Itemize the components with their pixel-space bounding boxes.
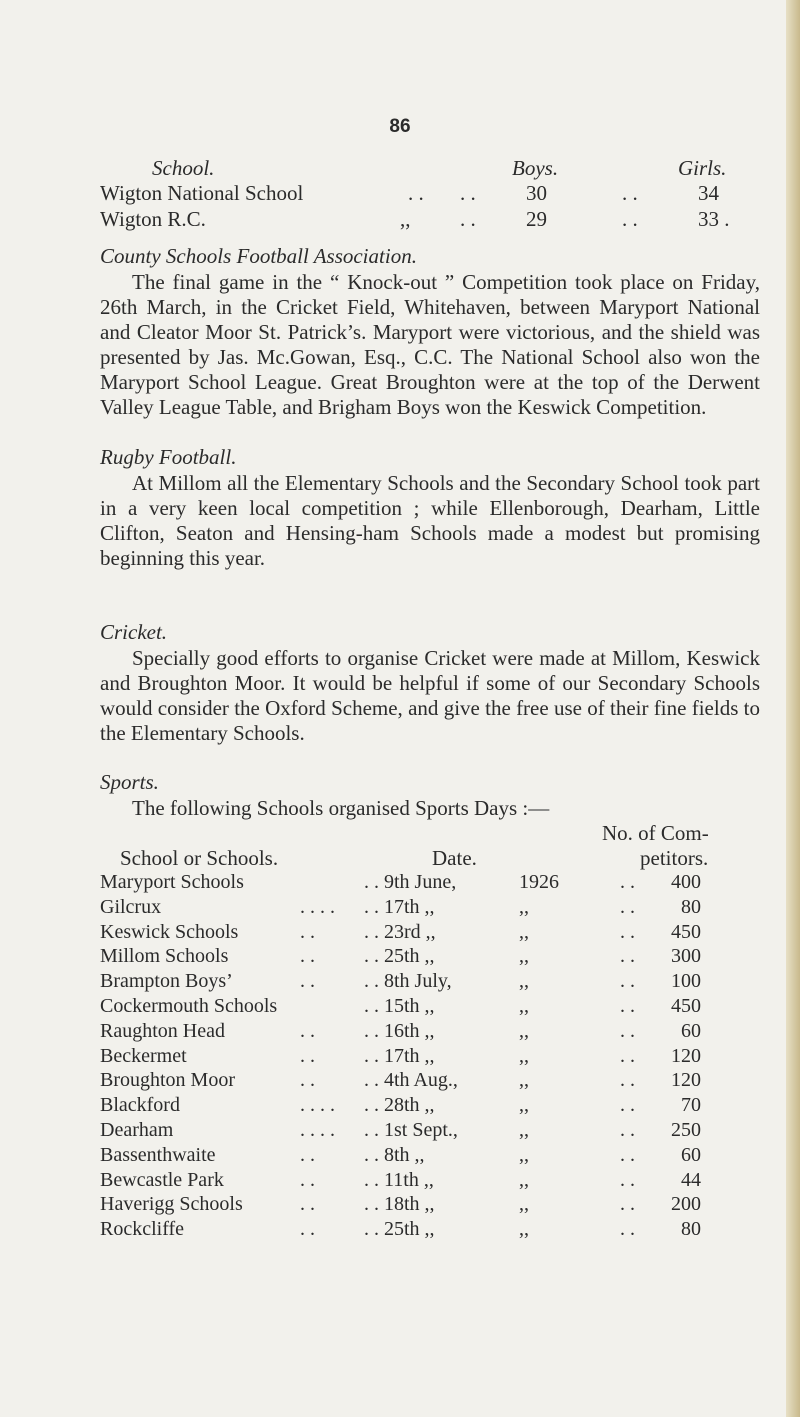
table-row <box>0 1169 800 1194</box>
table-cell-competitors: 80 <box>681 1218 701 1241</box>
table-cell-leader-dots: . . <box>300 945 315 968</box>
table-cell-year: ,, <box>519 1143 529 1166</box>
table-cell-leader-dots: . . <box>620 995 635 1017</box>
cricket-paragraph: Specially good efforts to organise Cricket were made at Millom, Keswick and Broughton Moor. It would be helpful if some of our Secondary Schools would consider the Oxford Scheme, and give the free use of their fine fields to the Elementary Schools. <box>100 646 760 745</box>
table-cell-leader-dots: . . <box>300 1218 315 1241</box>
table-cell-competitors: 200 <box>671 1193 701 1216</box>
table-cell-date: . . 16th ,, <box>364 1019 435 1042</box>
table-row <box>0 1119 800 1144</box>
table-cell-competitors: 120 <box>671 1044 701 1067</box>
table-cell-leader-dots: . . <box>620 920 635 943</box>
table-cell-leader-dots: . . <box>620 1168 635 1191</box>
table-row <box>0 1069 800 1094</box>
table-cell-school: Blackford <box>100 1094 180 1117</box>
table-row-dots: . . <box>460 207 476 231</box>
table-cell-school: Rockcliffe <box>100 1218 185 1241</box>
table-cell-school: Bewcastle Park <box>100 1168 224 1191</box>
table-cell-competitors: 120 <box>671 1069 701 1092</box>
table-cell-leader-dots: . . . . <box>300 895 335 918</box>
table-cell-school: Keswick Schools <box>100 920 239 943</box>
table-cell-leader-dots: . . <box>300 920 315 943</box>
table-cell-year: ,, <box>519 970 529 993</box>
table-cell-year: ,, <box>519 1193 529 1216</box>
table-row-school: Wigton R.C. <box>100 207 206 231</box>
table-cell-leader-dots: . . <box>620 1193 635 1216</box>
table-row-girls: 34 <box>698 181 719 205</box>
table-row-dots: . . <box>408 181 424 205</box>
table-cell-date: . . 15th ,, <box>364 995 435 1017</box>
sports-intro: The following Schools organised Sports Days :— <box>132 796 550 820</box>
table-row-boys: 30 <box>526 181 547 205</box>
table-row-dots: . . <box>622 181 638 205</box>
header-competitors-line1: No. of Com- <box>602 821 709 845</box>
table-cell-date: . . 18th ,, <box>364 1193 435 1216</box>
table-row <box>0 1218 800 1243</box>
table-cell-leader-dots: . . <box>620 945 635 968</box>
table-cell-school: Raughton Head <box>100 1019 225 1042</box>
table-row <box>0 945 800 970</box>
table-cell-leader-dots: . . <box>300 1193 315 1216</box>
table-cell-leader-dots: . . <box>300 1168 315 1191</box>
table-cell-competitors: 60 <box>681 1143 701 1166</box>
header-competitors-line2: petitors. <box>640 846 709 870</box>
table-row <box>0 1193 800 1218</box>
table-cell-date: . . 1st Sept., <box>364 1119 458 1141</box>
page-number: 86 <box>389 116 411 137</box>
table-cell-year: ,, <box>519 895 529 918</box>
table-cell-date: . . 28th ,, <box>364 1094 435 1117</box>
table-row-girls: 33 . <box>698 207 730 231</box>
table-cell-school: Dearham <box>100 1119 174 1141</box>
table-cell-year: ,, <box>519 1119 529 1141</box>
table-row <box>0 1020 800 1045</box>
table-cell-leader-dots: . . . . <box>300 1119 335 1141</box>
rugby-heading: Rugby Football. <box>100 445 237 469</box>
table-cell-year: ,, <box>519 945 529 968</box>
table-cell-school: Beckermet <box>100 1044 187 1067</box>
table-cell-competitors: 100 <box>671 970 701 993</box>
table-cell-school: Brampton Boys’ <box>100 970 233 993</box>
table-cell-date: . . 8th ,, <box>364 1143 425 1166</box>
table-cell-date: . . 9th June, <box>364 871 457 893</box>
table-cell-date: . . 17th ,, <box>364 895 435 918</box>
table-cell-competitors: 300 <box>671 945 701 968</box>
table-cell-date: . . 25th ,, <box>364 945 435 968</box>
table-cell-school: Haverigg Schools <box>100 1193 243 1216</box>
rugby-paragraph: At Millom all the Elementary Schools and the Secondary School took part in a very keen local competition ; while Ellenborough, Dearham, Little Clifton, Seaton and Hensing-ham Schools made a modest but promising beginning this year. <box>100 471 760 570</box>
table-cell-date: . . 11th ,, <box>364 1168 434 1191</box>
header-boys: Boys. <box>512 156 559 180</box>
table-cell-date: . . 23rd ,, <box>364 920 436 943</box>
table-cell-year: 1926 <box>519 871 559 893</box>
header-girls: Girls. <box>678 156 727 180</box>
table-cell-school: Cockermouth Schools <box>100 995 278 1017</box>
table-row <box>0 1144 800 1169</box>
table-cell-year: ,, <box>519 920 529 943</box>
table-cell-year: ,, <box>519 1019 529 1042</box>
table-cell-competitors: 250 <box>671 1119 701 1141</box>
table-cell-competitors: 80 <box>681 895 701 918</box>
table-cell-leader-dots: . . <box>300 970 315 993</box>
table-cell-school: Broughton Moor <box>100 1069 235 1092</box>
table-row-dots: . . <box>622 207 638 231</box>
football-paragraph: The final game in the “ Knock-out ” Competition took place on Friday, 26th March, in the Cricket Field, Whitehaven, between Maryport National and Cleator Moor St. Patrick’s. Maryport were victorious, and the shield was presented by Jas. Mc.Gowan, Esq., C.C. The National School also won the Maryport School League. Great Broughton were at the top of the Derwent Valley League Table, and Brigham Boys won the Keswick Competition. <box>100 270 760 419</box>
table-row <box>0 995 800 1020</box>
table-row <box>0 1094 800 1119</box>
table-cell-competitors: 70 <box>681 1094 701 1117</box>
table-cell-competitors: 60 <box>681 1019 701 1042</box>
table-row-school: Wigton National School <box>100 181 304 205</box>
table-cell-school: Bassenthwaite <box>100 1143 216 1166</box>
table-cell-school: Maryport Schools <box>100 871 244 893</box>
cricket-heading: Cricket. <box>100 620 168 644</box>
football-heading: County Schools Football Association. <box>100 244 417 268</box>
table-cell-leader-dots: . . . . <box>300 1094 335 1117</box>
table-cell-competitors: 450 <box>671 995 701 1017</box>
table-row <box>0 970 800 995</box>
table-cell-year: ,, <box>519 1218 529 1241</box>
table-row <box>0 1045 800 1070</box>
table-cell-leader-dots: . . <box>620 895 635 918</box>
table-cell-competitors: 44 <box>681 1168 701 1191</box>
table-cell-leader-dots: . . <box>620 1143 635 1166</box>
table-cell-leader-dots: . . <box>300 1143 315 1166</box>
table-cell-leader-dots: . . <box>620 1019 635 1042</box>
table-cell-leader-dots: . . <box>300 1019 315 1042</box>
table-cell-date: . . 4th Aug., <box>364 1069 458 1092</box>
table-cell-competitors: 400 <box>671 871 701 893</box>
header-school: School or Schools. <box>120 846 279 870</box>
table-cell-leader-dots: . . <box>620 1044 635 1067</box>
table-cell-leader-dots: . . <box>620 1218 635 1241</box>
header-date: Date. <box>432 846 477 870</box>
table-cell-school: Millom Schools <box>100 945 229 968</box>
table-cell-leader-dots: . . <box>300 1044 315 1067</box>
table-cell-date: . . 17th ,, <box>364 1044 435 1067</box>
table-cell-competitors: 450 <box>671 920 701 943</box>
table-row-boys: 29 <box>526 207 547 231</box>
table-row <box>0 896 800 921</box>
table-row-dots: . . <box>460 181 476 205</box>
table-row <box>0 871 800 896</box>
sports-heading: Sports. <box>100 770 159 794</box>
table-cell-year: ,, <box>519 1069 529 1092</box>
table-cell-date: . . 25th ,, <box>364 1218 435 1241</box>
table-cell-leader-dots: . . <box>620 1069 635 1092</box>
table-cell-leader-dots: . . <box>620 871 635 893</box>
table-cell-leader-dots: . . <box>620 1094 635 1117</box>
table-cell-leader-dots: . . <box>620 1119 635 1141</box>
table-cell-year: ,, <box>519 995 529 1017</box>
table-cell-year: ,, <box>519 1168 529 1191</box>
table-cell-year: ,, <box>519 1044 529 1067</box>
table-cell-year: ,, <box>519 1094 529 1117</box>
table-row-ditto: ,, <box>400 207 411 231</box>
table-cell-leader-dots: . . <box>300 1069 315 1092</box>
table-cell-date: . . 8th July, <box>364 970 452 993</box>
header-school: School. <box>152 156 215 180</box>
table-row <box>0 921 800 946</box>
table-cell-leader-dots: . . <box>620 970 635 993</box>
table-cell-school: Gilcrux <box>100 895 162 918</box>
